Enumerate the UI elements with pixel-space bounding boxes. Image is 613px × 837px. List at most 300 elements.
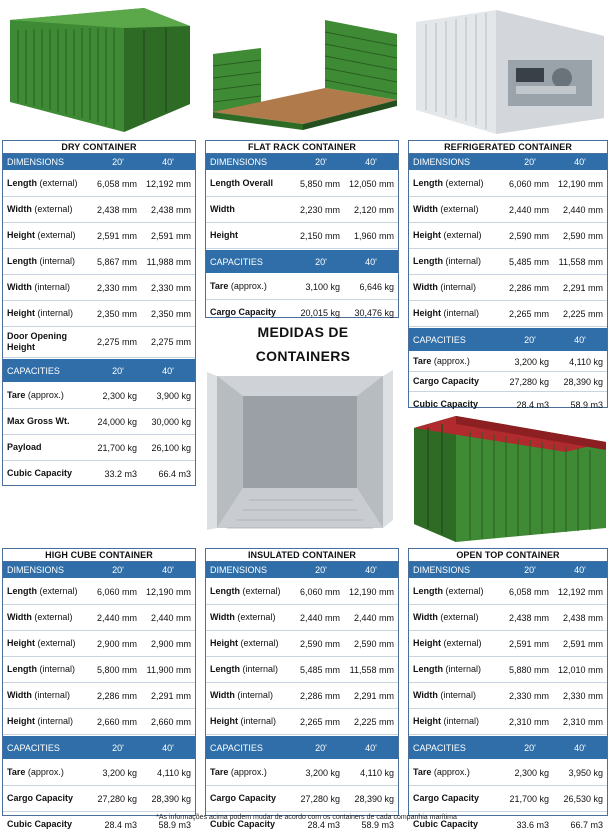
- dry-caps-header: [3, 358, 195, 383]
- row-label-bold: Width: [413, 282, 438, 292]
- value-20ft: 21,700 kg: [97, 442, 137, 453]
- value-20ft: 33.6 m3: [516, 819, 549, 830]
- refrigerated-photo: [412, 6, 608, 134]
- row-label-bold: Cubic Capacity: [7, 468, 73, 478]
- reefer-dims-row: [409, 249, 607, 275]
- row-label-bold: Cargo Capacity: [413, 376, 480, 386]
- col-20-label: 20': [315, 256, 327, 267]
- value-20ft: 28.4 m3: [104, 819, 137, 830]
- col-20-label: 20': [524, 565, 536, 575]
- row-label-note: (approx.): [25, 390, 64, 400]
- row-label-note: (internal): [441, 716, 480, 726]
- page-title-line1: MEDIDAS DE: [257, 324, 349, 340]
- row-label: [409, 690, 507, 701]
- row-label-bold: Height: [413, 638, 441, 648]
- row-label-note: (internal): [238, 716, 277, 726]
- reefer-dims-row: [409, 301, 607, 327]
- row-label-bold: Length: [413, 256, 443, 266]
- row-label-bold: Tare: [413, 356, 432, 366]
- opentop-caps-row: [409, 786, 607, 812]
- row-label-note: (approx.): [228, 281, 267, 291]
- row-label-note: (internal): [437, 282, 476, 292]
- row-label-bold: Length: [413, 664, 443, 674]
- value-40ft: 2,438 mm: [150, 204, 191, 215]
- value-20ft: 33.2 m3: [104, 468, 137, 479]
- dry-card: [2, 140, 196, 486]
- value-20ft: 20,015 kg: [300, 307, 340, 318]
- value-40ft: 28,390 kg: [563, 376, 603, 387]
- row-label-bold: Height: [210, 638, 238, 648]
- col-40-label: 40': [162, 565, 174, 575]
- opentop-dims-row: [409, 709, 607, 735]
- row-label: [3, 331, 95, 353]
- value-40ft: 1,960 mm: [353, 230, 394, 241]
- insulated-dims-row: [206, 605, 398, 631]
- reefer-caps-row: [409, 352, 607, 372]
- value-40ft: 4,110 kg: [157, 767, 191, 778]
- value-20ft: 2,350 mm: [96, 308, 137, 319]
- highcube-dims-row: [3, 709, 195, 735]
- highcube-dims-row: [3, 631, 195, 657]
- value-20ft: 5,867 mm: [96, 256, 137, 267]
- value-40ft: 2,660 mm: [150, 716, 191, 727]
- row-label: [409, 178, 507, 189]
- row-label-bold: Width: [7, 204, 32, 214]
- value-40ft: 26,530 kg: [563, 793, 603, 804]
- opentop-dims-header: [409, 562, 607, 579]
- row-label: [3, 690, 95, 701]
- opentop-card: [408, 548, 608, 830]
- flat-title: FLAT RACK CONTAINER: [206, 141, 398, 154]
- row-label-bold: Cargo Capacity: [210, 793, 277, 803]
- row-label-bold: Width: [413, 204, 438, 214]
- row-label: [3, 390, 95, 401]
- col-40-label: 40': [162, 742, 174, 753]
- row-label-bold: Tare: [413, 767, 432, 777]
- value-20ft: 6,058 mm: [508, 586, 549, 597]
- row-label-bold: Width: [7, 282, 32, 292]
- value-20ft: 28.4 m3: [516, 399, 549, 410]
- value-40ft: 12,050 mm: [348, 178, 394, 189]
- value-40ft: 11,558 mm: [558, 256, 603, 267]
- value-40ft: 2,350 mm: [150, 308, 191, 319]
- value-40ft: 11,988 mm: [146, 256, 191, 267]
- value-20ft: 2,150 mm: [299, 230, 340, 241]
- col-20-label: 20': [112, 565, 124, 575]
- flat-caps-row: [206, 274, 398, 300]
- dry-caps-row: [3, 461, 195, 486]
- value-40ft: 12,190 mm: [145, 586, 191, 597]
- value-40ft: 2,225 mm: [353, 716, 394, 727]
- row-label-note: (internal): [31, 690, 70, 700]
- row-label: [3, 612, 95, 623]
- row-label: [206, 767, 298, 778]
- value-20ft: 2,440 mm: [299, 612, 340, 623]
- row-label-note: (external): [437, 612, 479, 622]
- opentop-dims-row: [409, 683, 607, 709]
- row-label: [206, 793, 298, 804]
- row-label: [409, 793, 507, 804]
- value-40ft: 4,110 kg: [569, 356, 603, 367]
- highcube-caps-row: [3, 760, 195, 786]
- value-20ft: 6,060 mm: [299, 586, 340, 597]
- reefer-card: [408, 140, 608, 408]
- row-label-note: (approx.): [431, 356, 470, 366]
- row-label: [3, 468, 95, 479]
- caps-label: CAPACITIES: [413, 334, 466, 345]
- row-label-note: (internal): [35, 308, 74, 318]
- row-label-bold: Height: [413, 230, 441, 240]
- row-label-bold: Width: [210, 690, 235, 700]
- row-label-bold: Door Opening Height: [7, 331, 67, 352]
- reefer-dims-row: [409, 197, 607, 223]
- row-label-bold: Length: [7, 178, 37, 188]
- dry-container-photo: [4, 6, 194, 134]
- reefer-caps-row: [409, 372, 607, 392]
- dry-dims-row: [3, 249, 195, 275]
- dry-caps-row: [3, 409, 195, 435]
- value-40ft: 2,330 mm: [150, 282, 191, 293]
- row-label: [409, 308, 507, 319]
- caps-label: CAPACITIES: [210, 742, 263, 753]
- value-40ft: 2,440 mm: [353, 612, 394, 623]
- row-label: [206, 716, 298, 727]
- reefer-caps-header: [409, 327, 607, 352]
- row-label: [409, 612, 507, 623]
- row-label-bold: Max Gross Wt.: [7, 416, 70, 426]
- col-20-label: 20': [524, 334, 536, 345]
- row-label-bold: Length: [7, 586, 37, 596]
- row-label-bold: Height: [210, 230, 238, 240]
- value-20ft: 2,330 mm: [96, 282, 137, 293]
- value-20ft: 2,310 mm: [508, 716, 549, 727]
- value-20ft: 3,200 kg: [514, 356, 549, 367]
- reefer-dims-row: [409, 171, 607, 197]
- value-20ft: 2,286 mm: [508, 282, 549, 293]
- value-20ft: 5,880 mm: [508, 664, 549, 675]
- row-label-bold: Length: [7, 664, 37, 674]
- insulated-dims-row: [206, 683, 398, 709]
- value-20ft: 2,591 mm: [96, 230, 137, 241]
- dims-label: DIMENSIONS: [7, 565, 65, 575]
- col-20-label: 20': [315, 565, 327, 575]
- row-label-note: (external): [441, 230, 482, 240]
- row-label-bold: Length: [413, 178, 443, 188]
- row-label-bold: Cargo Capacity: [210, 307, 277, 317]
- row-label: [409, 399, 507, 410]
- row-label: [3, 442, 95, 453]
- row-label-note: (external): [443, 586, 484, 596]
- dims-label: DIMENSIONS: [413, 565, 471, 575]
- insulated-dims-row: [206, 657, 398, 683]
- row-label: [409, 638, 507, 649]
- row-label: [3, 178, 95, 189]
- row-label-bold: Cubic Capacity: [413, 819, 479, 829]
- row-label-bold: Width: [413, 690, 438, 700]
- highcube-dims-row: [3, 605, 195, 631]
- col-40-label: 40': [574, 742, 586, 753]
- caps-label: CAPACITIES: [7, 742, 60, 753]
- opentop-title: OPEN TOP CONTAINER: [409, 549, 607, 562]
- value-20ft: 2,440 mm: [508, 204, 549, 215]
- highcube-caps-header: [3, 735, 195, 760]
- row-label-bold: Cargo Capacity: [413, 793, 480, 803]
- value-20ft: 2,286 mm: [299, 690, 340, 701]
- row-label: [3, 308, 95, 319]
- value-20ft: 2,286 mm: [96, 690, 137, 701]
- row-label: [409, 716, 507, 727]
- highcube-dims-row: [3, 579, 195, 605]
- value-20ft: 28.4 m3: [307, 819, 340, 830]
- row-label-bold: Cubic Capacity: [210, 819, 276, 829]
- row-label-note: (internal): [37, 256, 76, 266]
- value-40ft: 2,291 mm: [353, 690, 394, 701]
- row-label: [409, 586, 507, 597]
- value-20ft: 3,100 kg: [305, 281, 340, 292]
- opentop-dims-row: [409, 605, 607, 631]
- value-20ft: 27,280 kg: [97, 793, 137, 804]
- row-label-bold: Height: [7, 716, 35, 726]
- row-label: [206, 230, 298, 241]
- row-label: [206, 178, 298, 189]
- row-label-bold: Width: [210, 204, 235, 214]
- row-label: [206, 638, 298, 649]
- dry-dims-row: [3, 197, 195, 223]
- insulated-dims-row: [206, 579, 398, 605]
- row-label: [3, 767, 95, 778]
- value-40ft: 28,390 kg: [151, 793, 191, 804]
- value-40ft: 2,310 mm: [562, 716, 603, 727]
- row-label-bold: Width: [7, 612, 32, 622]
- value-40ft: 2,330 mm: [562, 690, 603, 701]
- row-label-note: (external): [31, 612, 73, 622]
- caps-label: CAPACITIES: [413, 742, 466, 753]
- value-20ft: 3,200 kg: [305, 767, 340, 778]
- row-label-bold: Tare: [7, 767, 26, 777]
- opentop-caps-row: [409, 760, 607, 786]
- dry-caps-row: [3, 435, 195, 461]
- col-40-label: 40': [574, 334, 586, 345]
- flat-caps-header: [206, 249, 398, 274]
- value-40ft: 2,900 mm: [150, 638, 191, 649]
- dry-caps-row: [3, 383, 195, 409]
- opentop-caps-header: [409, 735, 607, 760]
- col-20-label: 20': [112, 742, 124, 753]
- col-40-label: 40': [365, 565, 377, 575]
- row-label-note: (internal): [437, 690, 476, 700]
- value-40ft: 3,950 kg: [568, 767, 603, 778]
- row-label: [206, 690, 298, 701]
- row-label-note: (external): [35, 638, 76, 648]
- col-40-label: 40': [162, 365, 174, 376]
- caps-label: CAPACITIES: [7, 365, 60, 376]
- value-40ft: 2,440 mm: [562, 204, 603, 215]
- row-label: [409, 767, 507, 778]
- row-label-note: (external): [37, 178, 78, 188]
- dry-dims-row: [3, 171, 195, 197]
- flat-dims-row: [206, 223, 398, 249]
- value-40ft: 3,900 kg: [156, 390, 191, 401]
- row-label: [409, 282, 507, 293]
- value-20ft: 5,850 mm: [299, 178, 340, 189]
- row-label-note: (external): [37, 586, 78, 596]
- value-20ft: 2,265 mm: [508, 308, 549, 319]
- row-label: [3, 204, 95, 215]
- value-40ft: 2,591 mm: [562, 638, 603, 649]
- row-label-note: (approx.): [228, 767, 267, 777]
- value-20ft: 2,300 kg: [102, 390, 137, 401]
- value-40ft: 58.9 m3: [158, 819, 191, 830]
- row-label-note: (external): [238, 638, 279, 648]
- value-40ft: 2,291 mm: [150, 690, 191, 701]
- row-label: [409, 204, 507, 215]
- row-label: [409, 356, 507, 367]
- value-20ft: 2,438 mm: [96, 204, 137, 215]
- caps-label: CAPACITIES: [210, 256, 263, 267]
- row-label: [3, 664, 95, 675]
- row-label: [3, 256, 95, 267]
- flat-caps-row: [206, 300, 398, 325]
- value-40ft: 30,476 kg: [354, 307, 394, 318]
- dry-dims-header: [3, 154, 195, 171]
- value-40ft: 26,100 kg: [151, 442, 191, 453]
- highcube-dims-header: [3, 562, 195, 579]
- value-20ft: 2,265 mm: [299, 716, 340, 727]
- value-40ft: 6,646 kg: [359, 281, 394, 292]
- row-label: [206, 281, 298, 292]
- value-20ft: 24,000 kg: [97, 416, 137, 427]
- flat-dims-header: [206, 154, 398, 171]
- row-label-bold: Height: [413, 716, 441, 726]
- row-label: [409, 664, 507, 675]
- value-40ft: 2,291 mm: [562, 282, 603, 293]
- value-20ft: 2,230 mm: [299, 204, 340, 215]
- value-20ft: 3,200 kg: [102, 767, 137, 778]
- insulated-caps-row: [206, 760, 398, 786]
- row-label: [3, 586, 95, 597]
- row-label: [206, 612, 298, 623]
- col-40-label: 40': [365, 742, 377, 753]
- row-label-bold: Length Overall: [210, 178, 274, 188]
- dims-label: DIMENSIONS: [413, 157, 471, 167]
- value-40ft: 12,190 mm: [557, 178, 603, 189]
- dims-label: DIMENSIONS: [7, 157, 65, 167]
- value-20ft: 5,485 mm: [299, 664, 340, 675]
- row-label-note: (internal): [37, 664, 76, 674]
- row-label: [206, 307, 298, 318]
- highcube-card: [2, 548, 196, 830]
- row-label-note: (internal): [240, 664, 279, 674]
- reefer-title: REFRIGERATED CONTAINER: [409, 141, 607, 154]
- insulated-caps-row: [206, 786, 398, 812]
- row-label-note: (internal): [35, 716, 74, 726]
- value-20ft: 2,275 mm: [96, 337, 137, 347]
- row-label-note: (internal): [31, 282, 70, 292]
- row-label: [206, 586, 298, 597]
- row-label-bold: Cubic Capacity: [413, 399, 479, 409]
- row-label: [3, 416, 95, 427]
- dims-label: DIMENSIONS: [210, 565, 268, 575]
- row-label-note: (approx.): [431, 767, 470, 777]
- dry-dims-row: [3, 327, 195, 358]
- row-label-bold: Tare: [210, 281, 229, 291]
- row-label-bold: Length: [7, 256, 37, 266]
- flat-rack-photo: [207, 14, 403, 132]
- row-label-note: (external): [234, 612, 276, 622]
- row-label-bold: Width: [7, 690, 32, 700]
- highcube-caps-row: [3, 786, 195, 812]
- flat-card: [205, 140, 399, 318]
- value-40ft: 2,225 mm: [562, 308, 603, 319]
- value-20ft: 2,330 mm: [508, 690, 549, 701]
- row-label-note: (approx.): [25, 767, 64, 777]
- col-20-label: 20': [315, 742, 327, 753]
- insulated-dims-row: [206, 709, 398, 735]
- value-40ft: 2,590 mm: [562, 230, 603, 241]
- col-20-label: 20': [112, 157, 124, 167]
- row-label-note: (internal): [234, 690, 273, 700]
- insulated-title: INSULATED CONTAINER: [206, 549, 398, 562]
- row-label: [206, 664, 298, 675]
- row-label-note: (internal): [443, 256, 482, 266]
- reefer-caps-row: [409, 392, 607, 417]
- row-label: [409, 256, 507, 267]
- row-label-note: (external): [443, 178, 484, 188]
- col-40-label: 40': [365, 256, 377, 267]
- value-40ft: 30,000 kg: [151, 416, 191, 427]
- value-20ft: 21,700 kg: [509, 793, 549, 804]
- value-20ft: 2,440 mm: [96, 612, 137, 623]
- dry-dims-row: [3, 223, 195, 249]
- row-label-bold: Length: [210, 586, 240, 596]
- row-label-note: (external): [35, 230, 76, 240]
- value-20ft: 5,800 mm: [96, 664, 137, 675]
- value-20ft: 2,438 mm: [508, 612, 549, 623]
- highcube-dims-row: [3, 683, 195, 709]
- opentop-dims-row: [409, 657, 607, 683]
- col-40-label: 40': [574, 157, 586, 167]
- row-label-note: (internal): [443, 664, 482, 674]
- insulated-dims-header: [206, 562, 398, 579]
- flat-dims-row: [206, 197, 398, 223]
- reefer-dims-row: [409, 223, 607, 249]
- row-label-note: (external): [240, 586, 281, 596]
- highcube-dims-row: [3, 657, 195, 683]
- row-label-bold: Height: [413, 308, 441, 318]
- row-label: [3, 230, 95, 241]
- col-20-label: 20': [524, 742, 536, 753]
- value-40ft: 2,591 mm: [150, 230, 191, 241]
- value-40ft: 12,010 mm: [557, 664, 603, 675]
- insulated-interior-photo: [207, 370, 393, 534]
- col-20-label: 20': [524, 157, 536, 167]
- value-40ft: 11,558 mm: [349, 664, 394, 675]
- value-40ft: 11,900 mm: [146, 664, 191, 675]
- row-label-bold: Tare: [210, 767, 229, 777]
- value-20ft: 5,485 mm: [508, 256, 549, 267]
- row-label-bold: Length: [210, 664, 240, 674]
- value-40ft: 66.4 m3: [158, 468, 191, 479]
- row-label-bold: Tare: [7, 390, 26, 400]
- value-20ft: 6,060 mm: [508, 178, 549, 189]
- row-label-bold: Height: [7, 638, 35, 648]
- value-40ft: 2,120 mm: [353, 204, 394, 215]
- value-20ft: 2,300 kg: [514, 767, 549, 778]
- dims-label: DIMENSIONS: [210, 157, 268, 167]
- row-label: [3, 638, 95, 649]
- value-20ft: 6,060 mm: [96, 586, 137, 597]
- value-40ft: 58.9 m3: [361, 819, 394, 830]
